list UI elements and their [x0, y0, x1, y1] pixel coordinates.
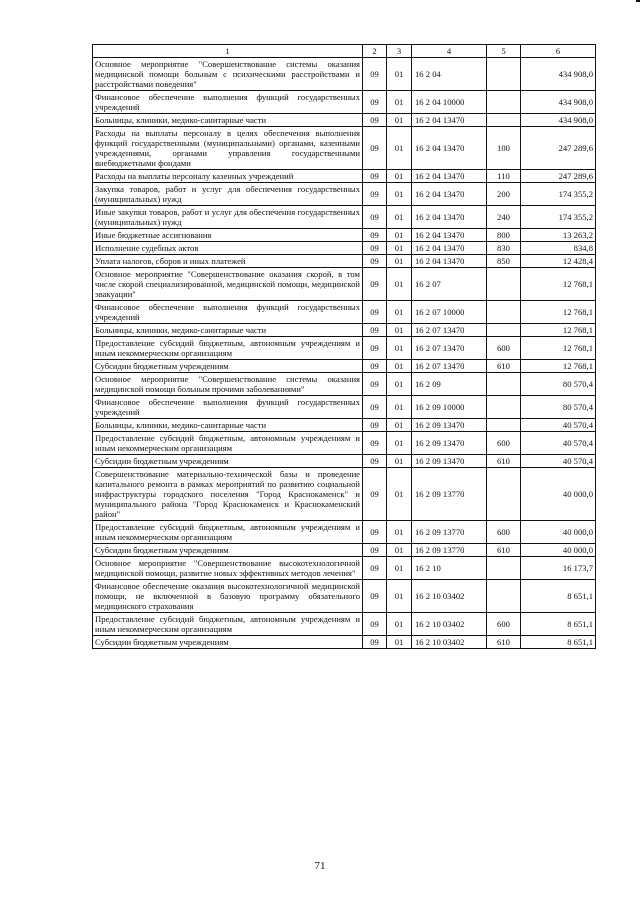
row-name-cell: Основное мероприятие "Совершенствование системы оказания медицинской помощи больным с психическими расстройствами и расстройствами поведения" [93, 58, 363, 91]
row-section-cell: 09 [363, 373, 387, 396]
row-subsection-cell: 01 [387, 58, 412, 91]
row-amount-cell: 40 570,4 [521, 455, 596, 468]
row-section-cell: 09 [363, 206, 387, 229]
row-amount-cell: 80 570,4 [521, 373, 596, 396]
table-row [93, 255, 596, 268]
row-name-cell: Закупка товаров, работ и услуг для обеспечения государственных (муниципальных) нужд [93, 183, 363, 206]
row-expense-type-cell [487, 324, 521, 337]
row-name-cell: Предоставление субсидий бюджетным, автономным учреждениям и иным некоммерческим организациям [93, 613, 363, 636]
table-row [93, 114, 596, 127]
row-amount-cell: 434 908,0 [521, 114, 596, 127]
row-target-article-cell: 16 2 04 13470 [412, 114, 487, 127]
table-row [93, 91, 596, 114]
table-row [93, 337, 596, 360]
row-amount-cell: 40 570,4 [521, 432, 596, 455]
row-expense-type-cell [487, 468, 521, 521]
row-section-cell: 09 [363, 301, 387, 324]
row-amount-cell: 434 908,0 [521, 58, 596, 91]
row-expense-type-cell: 600 [487, 613, 521, 636]
page-number: 71 [314, 860, 326, 872]
row-name-cell: Предоставление субсидий бюджетным, автономным учреждениям и иным некоммерческим организациям [93, 521, 363, 544]
row-expense-type-cell: 610 [487, 360, 521, 373]
row-name-cell: Субсидии бюджетным учреждениям [93, 636, 363, 649]
table-row [93, 544, 596, 557]
table-row [93, 242, 596, 255]
row-amount-cell: 247 289,6 [521, 170, 596, 183]
row-target-article-cell: 16 2 04 13470 [412, 127, 487, 170]
row-section-cell: 09 [363, 337, 387, 360]
row-expense-type-cell: 600 [487, 337, 521, 360]
row-target-article-cell: 16 2 04 [412, 58, 487, 91]
row-expense-type-cell [487, 114, 521, 127]
row-section-cell: 09 [363, 419, 387, 432]
row-expense-type-cell [487, 580, 521, 613]
row-name-cell: Больницы, клиники, медико-санитарные части [93, 114, 363, 127]
row-subsection-cell: 01 [387, 396, 412, 419]
table-row [93, 580, 596, 613]
row-section-cell: 09 [363, 58, 387, 91]
row-expense-type-cell [487, 557, 521, 580]
table-row [93, 468, 596, 521]
row-name-cell: Совершенствование материально-технической базы и проведение капитального ремонта в рамках мероприятий по развитию социальной инфраструктуры городского поселения "Город Краснокаменск" и муниципального района "Город Краснокаменск и Краснокаменский район" [93, 468, 363, 521]
row-subsection-cell: 01 [387, 419, 412, 432]
row-section-cell: 09 [363, 127, 387, 170]
row-subsection-cell: 01 [387, 114, 412, 127]
table-row [93, 636, 596, 649]
row-amount-cell: 174 355,2 [521, 206, 596, 229]
row-target-article-cell: 16 2 09 13470 [412, 419, 487, 432]
row-section-cell: 09 [363, 396, 387, 419]
row-name-cell: Финансовое обеспечение оказания высокотехнологичной медицинской помощи, не включенной в базовую программу обязательного медицинского страхования [93, 580, 363, 613]
row-target-article-cell: 16 2 07 [412, 268, 487, 301]
row-section-cell: 09 [363, 580, 387, 613]
header-col-2: 2 [363, 45, 387, 58]
budget-table-container [92, 44, 595, 649]
row-subsection-cell: 01 [387, 255, 412, 268]
row-amount-cell: 434 908,0 [521, 91, 596, 114]
row-amount-cell: 174 355,2 [521, 183, 596, 206]
row-name-cell: Уплата налогов, сборов и иных платежей [93, 255, 363, 268]
row-name-cell: Субсидии бюджетным учреждениям [93, 455, 363, 468]
row-expense-type-cell [487, 91, 521, 114]
row-section-cell: 09 [363, 360, 387, 373]
table-row [93, 557, 596, 580]
row-amount-cell: 12 768,1 [521, 324, 596, 337]
row-subsection-cell: 01 [387, 127, 412, 170]
row-name-cell: Основное мероприятие "Совершенствование оказания скорой, в том числе скорой специализированной, медицинской помощи, медицинской эвакуации" [93, 268, 363, 301]
row-subsection-cell: 01 [387, 206, 412, 229]
row-subsection-cell: 01 [387, 613, 412, 636]
row-target-article-cell: 16 2 09 10000 [412, 396, 487, 419]
row-name-cell: Иные закупки товаров, работ и услуг для обеспечения государственных (муниципальных) нужд [93, 206, 363, 229]
row-section-cell: 09 [363, 183, 387, 206]
table-row [93, 521, 596, 544]
row-expense-type-cell [487, 396, 521, 419]
row-target-article-cell: 16 2 07 13470 [412, 360, 487, 373]
row-name-cell: Расходы на выплаты персоналу казенных учреждений [93, 170, 363, 183]
row-expense-type-cell: 610 [487, 544, 521, 557]
table-header-row [93, 45, 596, 58]
table-row [93, 419, 596, 432]
row-subsection-cell: 01 [387, 229, 412, 242]
row-name-cell: Субсидии бюджетным учреждениям [93, 360, 363, 373]
row-target-article-cell: 16 2 07 13470 [412, 324, 487, 337]
row-subsection-cell: 01 [387, 301, 412, 324]
row-subsection-cell: 01 [387, 324, 412, 337]
row-section-cell: 09 [363, 544, 387, 557]
header-col-5: 5 [487, 45, 521, 58]
row-name-cell: Субсидии бюджетным учреждениям [93, 544, 363, 557]
row-section-cell: 09 [363, 268, 387, 301]
row-subsection-cell: 01 [387, 360, 412, 373]
row-amount-cell: 40 000,0 [521, 521, 596, 544]
row-subsection-cell: 01 [387, 242, 412, 255]
row-target-article-cell: 16 2 09 13470 [412, 432, 487, 455]
row-expense-type-cell [487, 268, 521, 301]
row-expense-type-cell: 850 [487, 255, 521, 268]
table-row [93, 373, 596, 396]
row-amount-cell: 12 768,1 [521, 268, 596, 301]
table-body [93, 58, 596, 649]
row-subsection-cell: 01 [387, 521, 412, 544]
row-section-cell: 09 [363, 91, 387, 114]
row-target-article-cell: 16 2 09 13470 [412, 455, 487, 468]
row-target-article-cell: 16 2 04 13470 [412, 242, 487, 255]
row-section-cell: 09 [363, 455, 387, 468]
header-col-1: 1 [93, 45, 363, 58]
row-target-article-cell: 16 2 04 13470 [412, 255, 487, 268]
row-amount-cell: 834,8 [521, 242, 596, 255]
row-section-cell: 09 [363, 521, 387, 544]
table-row [93, 360, 596, 373]
row-name-cell: Исполнение судебных актов [93, 242, 363, 255]
row-expense-type-cell [487, 301, 521, 324]
row-amount-cell: 40 000,0 [521, 468, 596, 521]
row-amount-cell: 80 570,4 [521, 396, 596, 419]
row-amount-cell: 40 570,4 [521, 419, 596, 432]
row-name-cell: Финансовое обеспечение выполнения функций государственных учреждений [93, 396, 363, 419]
row-target-article-cell: 16 2 04 13470 [412, 206, 487, 229]
row-target-article-cell: 16 2 07 10000 [412, 301, 487, 324]
row-expense-type-cell: 200 [487, 183, 521, 206]
table-row [93, 455, 596, 468]
row-name-cell: Расходы на выплаты персоналу в целях обеспечения выполнения функций государственными (муниципальными) органами, казенными учреждениями, органами управления государственными внебюджетными фондами [93, 127, 363, 170]
row-section-cell: 09 [363, 557, 387, 580]
row-subsection-cell: 01 [387, 455, 412, 468]
row-target-article-cell: 16 2 09 13770 [412, 521, 487, 544]
row-target-article-cell: 16 2 10 03402 [412, 636, 487, 649]
row-name-cell: Предоставление субсидий бюджетным, автономным учреждениям и иным некоммерческим организациям [93, 337, 363, 360]
row-expense-type-cell: 610 [487, 455, 521, 468]
row-amount-cell: 12 768,1 [521, 360, 596, 373]
row-subsection-cell: 01 [387, 373, 412, 396]
row-expense-type-cell: 240 [487, 206, 521, 229]
row-amount-cell: 13 263,2 [521, 229, 596, 242]
row-target-article-cell: 16 2 10 [412, 557, 487, 580]
row-section-cell: 09 [363, 468, 387, 521]
table-row [93, 170, 596, 183]
row-expense-type-cell: 610 [487, 636, 521, 649]
row-amount-cell: 12 768,1 [521, 337, 596, 360]
table-row [93, 432, 596, 455]
row-amount-cell: 40 000,0 [521, 544, 596, 557]
row-section-cell: 09 [363, 432, 387, 455]
row-name-cell: Предоставление субсидий бюджетным, автономным учреждениям и иным некоммерческим организациям [93, 432, 363, 455]
table-row [93, 229, 596, 242]
table-row [93, 58, 596, 91]
row-subsection-cell: 01 [387, 432, 412, 455]
row-expense-type-cell: 600 [487, 432, 521, 455]
row-subsection-cell: 01 [387, 268, 412, 301]
row-name-cell: Финансовое обеспечение выполнения функций государственных учреждений [93, 301, 363, 324]
row-target-article-cell: 16 2 10 03402 [412, 613, 487, 636]
row-amount-cell: 8 651,1 [521, 636, 596, 649]
table-row [93, 324, 596, 337]
row-amount-cell: 8 651,1 [521, 613, 596, 636]
row-subsection-cell: 01 [387, 580, 412, 613]
row-name-cell: Больницы, клиники, медико-санитарные части [93, 324, 363, 337]
header-col-6: 6 [521, 45, 596, 58]
row-subsection-cell: 01 [387, 183, 412, 206]
row-target-article-cell: 16 2 10 03402 [412, 580, 487, 613]
row-expense-type-cell: 600 [487, 521, 521, 544]
table-row [93, 206, 596, 229]
row-expense-type-cell [487, 373, 521, 396]
row-subsection-cell: 01 [387, 91, 412, 114]
table-row [93, 301, 596, 324]
row-expense-type-cell: 110 [487, 170, 521, 183]
row-subsection-cell: 01 [387, 544, 412, 557]
budget-table [92, 44, 596, 649]
row-section-cell: 09 [363, 324, 387, 337]
row-target-article-cell: 16 2 04 13470 [412, 229, 487, 242]
row-expense-type-cell [487, 419, 521, 432]
table-row [93, 268, 596, 301]
row-amount-cell: 12 768,1 [521, 301, 596, 324]
row-target-article-cell: 16 2 09 [412, 373, 487, 396]
row-expense-type-cell: 100 [487, 127, 521, 170]
row-subsection-cell: 01 [387, 636, 412, 649]
row-name-cell: Иные бюджетные ассигнования [93, 229, 363, 242]
row-subsection-cell: 01 [387, 337, 412, 360]
table-row [93, 183, 596, 206]
row-expense-type-cell: 830 [487, 242, 521, 255]
scan-corner-mark [636, 0, 640, 2]
row-expense-type-cell [487, 58, 521, 91]
row-name-cell: Основное мероприятие "Совершенствование системы оказания медицинской помощи больным прочими заболеваниями" [93, 373, 363, 396]
row-target-article-cell: 16 2 09 13770 [412, 544, 487, 557]
row-subsection-cell: 01 [387, 557, 412, 580]
row-name-cell: Больницы, клиники, медико-санитарные части [93, 419, 363, 432]
row-target-article-cell: 16 2 04 13470 [412, 183, 487, 206]
table-row [93, 613, 596, 636]
row-name-cell: Основное мероприятие "Совершенствование высокотехнологичной медицинской помощи, развитие новых эффективных методов лечения" [93, 557, 363, 580]
row-subsection-cell: 01 [387, 170, 412, 183]
row-amount-cell: 16 173,7 [521, 557, 596, 580]
row-expense-type-cell: 800 [487, 229, 521, 242]
row-target-article-cell: 16 2 04 10000 [412, 91, 487, 114]
row-section-cell: 09 [363, 242, 387, 255]
header-col-4: 4 [412, 45, 487, 58]
row-section-cell: 09 [363, 636, 387, 649]
row-section-cell: 09 [363, 613, 387, 636]
row-target-article-cell: 16 2 07 13470 [412, 337, 487, 360]
table-row [93, 396, 596, 419]
row-amount-cell: 8 651,1 [521, 580, 596, 613]
table-row [93, 127, 596, 170]
row-amount-cell: 247 289,6 [521, 127, 596, 170]
row-target-article-cell: 16 2 04 13470 [412, 170, 487, 183]
row-name-cell: Финансовое обеспечение выполнения функций государственных учреждений [93, 91, 363, 114]
header-col-3: 3 [387, 45, 412, 58]
row-target-article-cell: 16 2 09 13770 [412, 468, 487, 521]
row-amount-cell: 12 428,4 [521, 255, 596, 268]
row-section-cell: 09 [363, 114, 387, 127]
row-section-cell: 09 [363, 229, 387, 242]
row-section-cell: 09 [363, 170, 387, 183]
row-section-cell: 09 [363, 255, 387, 268]
row-subsection-cell: 01 [387, 468, 412, 521]
